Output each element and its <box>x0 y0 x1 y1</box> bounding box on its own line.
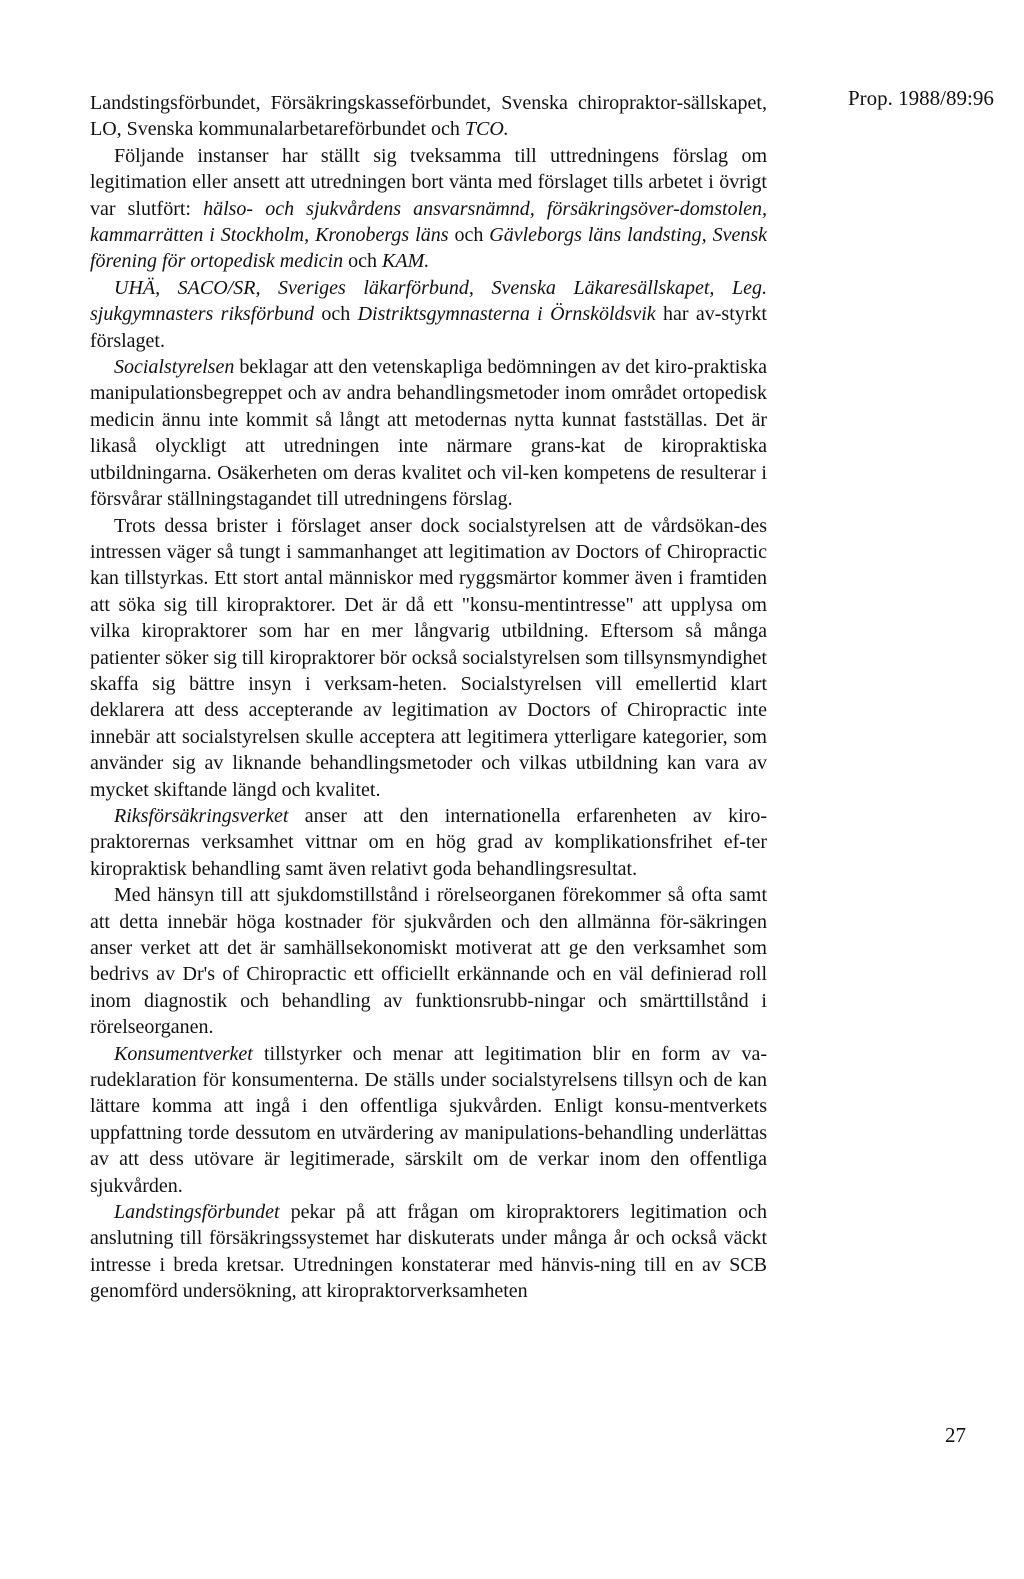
paragraph: Trots dessa brister i förslaget anser dock socialstyrelsen att de vårdsökan-des intressen väger så tungt i sammanhanget att legitimation av Doctors of Chiropractic kan tillstyrkas. Ett stort antal människor med ryggsmärtor kommer även i framtiden att söka sig till kiropraktorer. Det är då ett "konsu-mentintresse" att upplysa om vilka kiropraktorer som har en mer långvarig utbildning. Eftersom så många patienter söker sig till kiropraktorer bör också socialstyrelsen som tillsynsmyndighet skaffa sig bättre insyn i verksam-heten. Socialstyrelsen vill emellertid klart deklarera att dess accepterande av legitimation av Doctors of Chiropractic inte innebär att socialstyrelsen skulle acceptera att legitimera ytterligare kategorier, som använder sig av liknande behandlingsmetoder och vilkas utbildning kan vara av mycket skiftande längd och kvalitet. <box>90 514 767 801</box>
body-text <box>90 90 767 1305</box>
page-number: 27 <box>945 1423 966 1447</box>
paragraph: Landstingsförbundet, Försäkringskasseförbundet, Svenska chiropraktor-sällskapet, LO, Svenska kommunalarbetareförbundet och TCO. <box>90 92 767 141</box>
paragraph: Landstingsförbundet pekar på att frågan om kiropraktorers legitimation och anslutning till försäkringssystemet har diskuterats under många år och också väckt intresse i breda kretsar. Utredningen konstaterar med hänvis-ning till en av SCB genomförd undersökning, att kiropraktorverksamheten <box>90 1201 767 1303</box>
paragraph: Följande instanser har ställt sig tveksamma till uttredningens förslag om legitimation eller ansett att utredningen bort vänta med förslaget tills arbetet i övrigt var slutfört: hälso- och sjukvårdens ansvarsnämnd, försäkringsöver-domstolen, kammarrätten i Stockholm, Kronobergs läns och Gävleborgs läns landsting, Svensk förening för ortopedisk medicin och KAM. <box>90 144 767 273</box>
paragraph: Socialstyrelsen beklagar att den vetenskapliga bedömningen av det kiro-praktiska manipulationsbegreppet och av andra behandlingsmetoder inom området ortopedisk medicin ännu inte kommit så långt att metodernas nytta kunnat fastställas. Det är likaså olyckligt att utredningen inte närmare grans-kat de kiropraktiska utbildningarna. Osäkerheten om deras kvalitet och vil-ken kompetens de resulterar i försvårar ställningstagandet till utredningens förslag. <box>90 356 767 511</box>
paragraph: Konsumentverket tillstyrker och menar att legitimation blir en form av va-rudeklaration för konsumenterna. De ställs under socialstyrelsens tillsyn och de kan lättare komma att ingå i den offentliga sjukvården. Enligt konsu-mentverkets uppfattning torde dessutom en utvärdering av manipulations-behandling underlättas av att dess utövare är legitimerade, särskilt om de verkar inom den offentliga sjukvården. <box>90 1042 767 1197</box>
paragraph: Riksförsäkringsverket anser att den internationella erfarenheten av kiro-praktorernas verksamhet vittnar om en hög grad av komplikationsfrihet ef-ter kiropraktisk behandling samt även relativt goda behandlingsresultat. <box>90 804 767 880</box>
proposition-reference: Prop. 1988/89:96 <box>848 86 994 110</box>
paragraph: Med hänsyn till att sjukdomstillstånd i rörelseorganen förekommer så ofta samt att detta innebär höga kostnader för sjukvården och den allmänna för-säkringen anser verket att det är samhällsekonomiskt motiverat att ge den verksamhet som bedrivs av Dr's of Chiropractic ett officiellt erkännande och en väl definierad roll inom diagnostik och behandling av funktionsrubb-ningar och smärttillstånd i rörelseorganen. <box>90 884 767 1039</box>
paragraph: UHÄ, SACO/SR, Sveriges läkarförbund, Svenska Läkaresällskapet, Leg. sjukgymnasters riksförbund och Distriktsgymnasterna i Örnsköldsvik har av-styrkt förslaget. <box>90 276 767 352</box>
